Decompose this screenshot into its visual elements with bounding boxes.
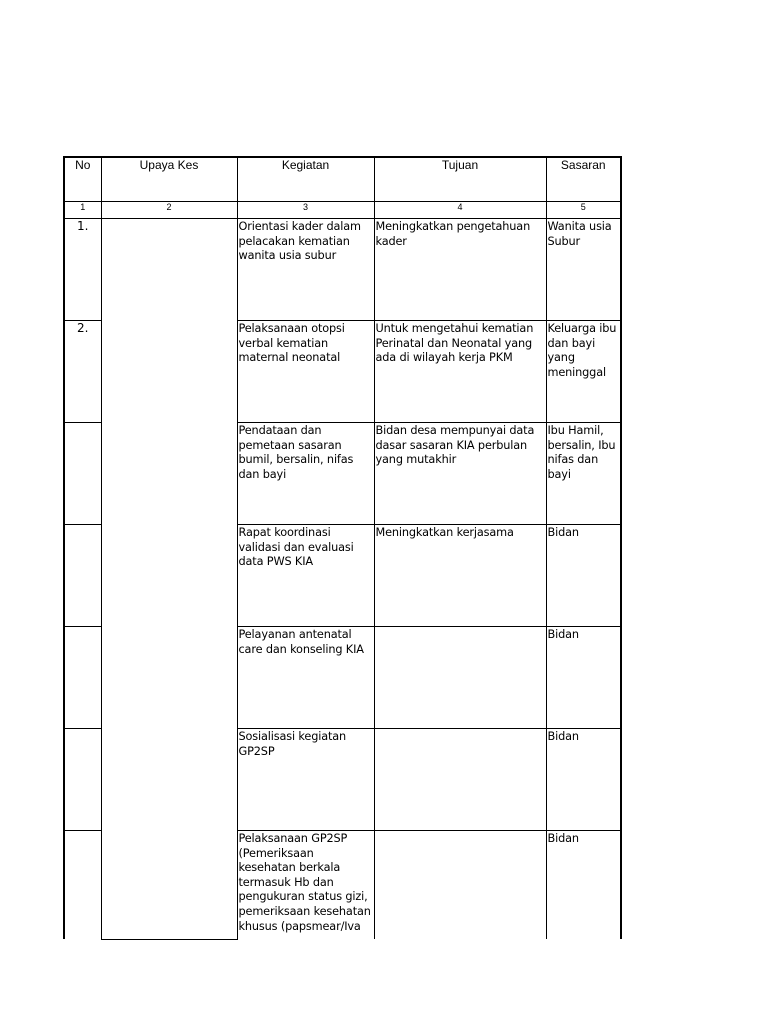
kegiatan-cell [237,525,374,627]
sasaran-text: Bidan [547,730,579,743]
sasaran-cell [546,321,621,423]
row-number [64,525,101,627]
kegiatan-cell [237,423,374,525]
sasaran-text: Keluarga ibu dan bayi yang meninggal [547,322,617,379]
tujuan-cell [374,219,546,321]
header-sasaran: Sasaran [546,157,621,202]
kegiatan-text: Sosialisasi kegiatan GP2SP [238,730,347,758]
sasaran-cell [546,831,621,940]
header-tujuan: Tujuan [374,157,546,202]
tujuan-cell [374,831,546,940]
sasaran-cell [546,627,621,729]
sasaran-text: Bidan [547,628,579,641]
header-row [64,157,621,202]
row-number [64,627,101,729]
kegiatan-cell [237,627,374,729]
tujuan-text: Meningkatkan pengetahuan kader [375,220,531,248]
row-number: 2. [64,321,101,423]
sasaran-text: Bidan [547,526,579,539]
kegiatan-text: Orientasi kader dalam pelacakan kematian wanita usia subur [238,220,361,263]
sasaran-cell [546,729,621,831]
row-number [64,729,101,831]
activity-table [63,156,622,940]
kegiatan-text: Pendataan dan pemetaan sasaran bumil, bersalin, nifas dan bayi [238,424,354,481]
tujuan-text [375,729,546,730]
row-number [64,831,101,940]
tujuan-cell [374,525,546,627]
sasaran-text: Ibu Hamil, bersalin, Ibu nifas dan bayi [547,424,616,481]
tujuan-cell [374,627,546,729]
sasaran-text: Wanita usia Subur [547,220,612,248]
kegiatan-cell [237,729,374,831]
column-number: 3 [237,202,374,219]
row-number: 1. [64,219,101,321]
sasaran-cell [546,423,621,525]
tujuan-text [375,627,546,628]
column-number: 4 [374,202,546,219]
column-number-row [64,202,621,219]
sasaran-cell [546,525,621,627]
column-number: 1 [64,202,101,219]
kegiatan-text: Pelaksanaan otopsi verbal kematian maternal neonatal [238,322,345,365]
upaya-kes-cell [101,219,237,940]
tujuan-cell [374,729,546,831]
kegiatan-cell [237,321,374,423]
kegiatan-cell [237,831,374,940]
header-upaya-kes: Upaya Kes [101,157,237,202]
tujuan-text: Meningkatkan kerjasama [375,526,514,539]
tujuan-cell [374,423,546,525]
kegiatan-text: Rapat koordinasi validasi dan evaluasi data PWS KIA [238,526,354,569]
kegiatan-text: Pelayanan antenatal care dan konseling KIA [238,628,364,656]
column-number: 5 [546,202,621,219]
table-row [64,219,621,321]
tujuan-text [375,831,546,832]
header-kegiatan: Kegiatan [237,157,374,202]
row-number [64,423,101,525]
tujuan-text: Bidan desa mempunyai data dasar sasaran KIA perbulan yang mutakhir [375,424,535,467]
tujuan-cell [374,321,546,423]
kegiatan-cell [237,219,374,321]
column-number: 2 [101,202,237,219]
sasaran-text: Bidan [547,832,579,845]
kegiatan-text: Pelaksanaan GP2SP (Pemeriksaan kesehatan berkala termasuk Hb dan pengukuran status gizi, pemeriksaan kesehatan khusus (papsmear/Iva [238,832,371,933]
sasaran-cell [546,219,621,321]
header-no: No [64,157,101,202]
tujuan-text: Untuk mengetahui kematian Perinatal dan Neonatal yang ada di wilayah kerja PKM [375,322,534,365]
